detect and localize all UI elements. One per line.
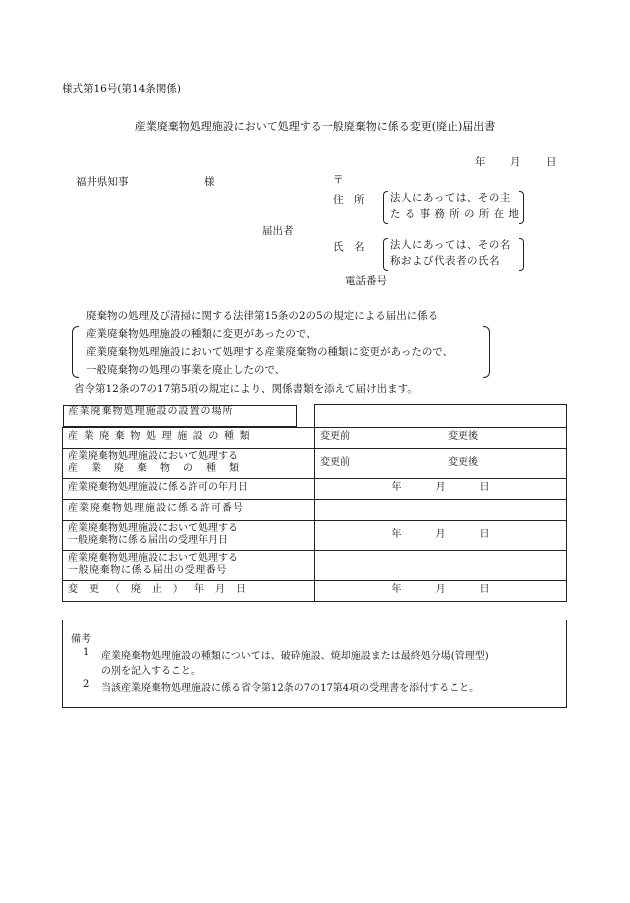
before-label: 変更前: [320, 456, 350, 468]
date-year: 年: [475, 156, 486, 168]
note-1-line2: の別を記入すること。: [101, 666, 201, 677]
name-bracket-right: [519, 238, 524, 271]
note-2-number: 2: [83, 679, 90, 690]
table-row: [63, 405, 567, 428]
options-bracket-left: [72, 326, 79, 378]
row-permit-number-label: 産業廃棄物処理施設に係る許可番号: [63, 499, 315, 520]
document-title: 産業廃棄物処理施設において処理する一般廃棄物に係る変更(廃止)届出書: [134, 120, 496, 133]
waste-type-value[interactable]: [315, 448, 567, 478]
notes-box: [62, 620, 567, 708]
note-2-line1: 当該産業廃棄物処理施設に係る省令第12条の7の17第4項の受理書を添付すること。: [101, 683, 480, 694]
table-row: [63, 427, 567, 448]
body-option-2: 産業廃棄物処理施設において処理する産業廃棄物の種類に変更があったので、: [86, 346, 454, 358]
before-label: 変更前: [320, 431, 350, 443]
facility-type-value[interactable]: [315, 427, 567, 448]
options-bracket-right: [483, 326, 490, 378]
row-receipt-date-label: 産業廃棄物処理施設において処理する 一般廃棄物に係る届出の受理年月日: [63, 520, 315, 550]
row-permit-date-label: 産業廃棄物処理施設に係る許可の年月日: [63, 478, 315, 499]
receipt-number-value[interactable]: [315, 550, 567, 580]
date-month: 月: [510, 156, 521, 168]
body-closing: 省令第12条の7の17第5項の規定により、関係書類を添えて届け出ます。: [74, 383, 418, 395]
table-row: [63, 448, 567, 478]
row-facility-type-label: 産業廃棄物処理施設の種類: [63, 427, 315, 448]
form-table: [62, 404, 567, 602]
change-date-value[interactable]: 年 月 日: [315, 580, 567, 601]
note-1-number: 1: [83, 647, 90, 658]
row-receipt-number-label: 産業廃棄物処理施設において処理する 一般廃棄物に係る届出の受理番号: [63, 550, 315, 580]
notifier-label: 届出者: [262, 225, 294, 237]
receipt-date-value[interactable]: 年 月 日: [315, 520, 567, 550]
address-label: 住 所: [333, 194, 365, 206]
address-bracket-right: [519, 191, 524, 224]
location-value[interactable]: [315, 405, 567, 428]
after-label: 変更後: [448, 456, 478, 468]
date-day: 日: [546, 156, 557, 168]
name-note-line1: 法人にあっては、その名: [390, 239, 511, 251]
after-label: 変更後: [448, 431, 478, 443]
postal-mark: 〒: [333, 174, 344, 186]
table-row: [63, 580, 567, 601]
addressee-name: 福井県知事: [76, 176, 129, 188]
address-note-line2: たる事務所の所在地: [390, 208, 524, 220]
body-intro: 廃棄物の処理及び清掃に関する法律第15条の2の5の規定による届出に係る: [86, 310, 439, 322]
note-1-line1: 産業廃棄物処理施設の種類については、破砕施設、焼却施設または最終処分場(管理型): [101, 651, 489, 662]
table-row: [63, 478, 567, 499]
phone-label: 電話番号: [345, 275, 387, 287]
table-row: [63, 520, 567, 550]
name-note-line2: 称および代表者の氏名: [390, 255, 500, 267]
address-note-line1: 法人にあっては、その主: [390, 192, 511, 204]
address-bracket-left: [383, 191, 388, 224]
notes-heading: 備考: [71, 634, 91, 645]
body-option-1: 産業廃棄物処理施設の種類に変更があったので、: [86, 328, 317, 340]
name-label: 氏 名: [333, 241, 365, 253]
permit-number-value[interactable]: [315, 499, 567, 520]
row-waste-type-label: 産業廃棄物処理施設において処理する 産業廃棄物の種類: [63, 448, 315, 478]
addressee-honorific: 様: [204, 176, 215, 188]
form-number: 様式第16号(第14条関係): [62, 83, 181, 95]
body-option-3: 一般廃棄物の処理の事業を廃止したので、: [86, 364, 286, 376]
name-bracket-left: [383, 238, 388, 271]
row-change-date-label: 変更（廃止）年月日: [63, 580, 315, 601]
row-location-label: 産業廃棄物処理施設の設置の場所: [63, 405, 297, 427]
table-row: [63, 499, 567, 520]
table-row: [63, 550, 567, 580]
permit-date-value[interactable]: 年 月 日: [315, 478, 567, 499]
